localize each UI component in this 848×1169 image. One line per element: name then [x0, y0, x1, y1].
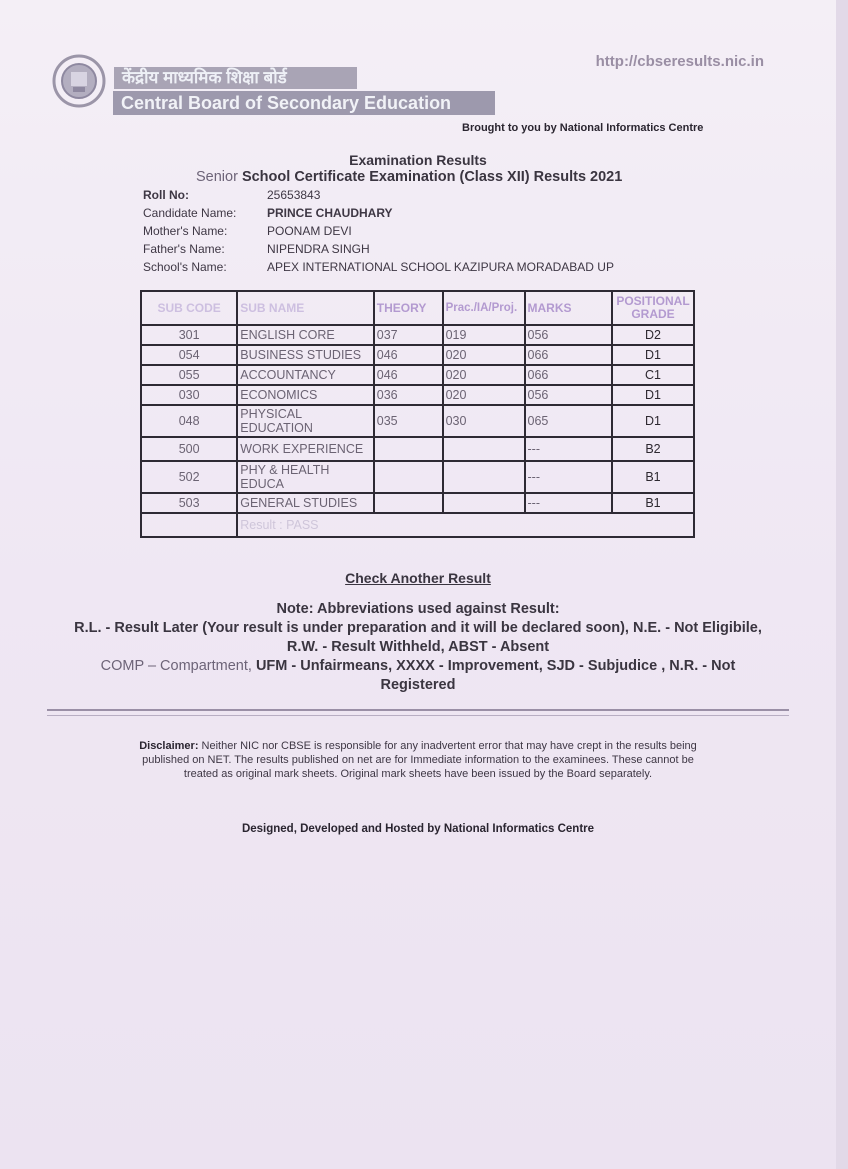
total-marks: 056 — [525, 325, 612, 345]
marks-table — [140, 290, 695, 538]
sub-name: ENGLISH CORE — [237, 325, 374, 345]
brought-by-text: Brought to you by National Informatics Centre — [462, 122, 704, 134]
page-edge — [836, 0, 848, 1169]
total-marks: 065 — [525, 405, 612, 437]
sub-name-line2: EDUCA — [240, 477, 285, 491]
practical-marks — [443, 461, 525, 493]
cbse-emblem-icon — [52, 54, 106, 108]
positional-grade: D1 — [612, 385, 694, 405]
sub-name: GENERAL STUDIES — [237, 493, 374, 513]
sub-code: 054 — [141, 345, 237, 365]
mother-name-value: POONAM DEVI — [267, 224, 352, 238]
header-grade-line1: POSITIONAL — [616, 294, 690, 308]
sub-code: 503 — [141, 493, 237, 513]
table-row — [141, 325, 694, 345]
sub-code: 500 — [141, 437, 237, 461]
abbreviations-note — [0, 600, 836, 695]
theory-marks: 036 — [374, 385, 443, 405]
theory-marks: 035 — [374, 405, 443, 437]
practical-marks — [443, 493, 525, 513]
header-theory: THEORY — [374, 291, 443, 325]
sub-code: 048 — [141, 405, 237, 437]
theory-marks — [374, 437, 443, 461]
note-line3 — [0, 657, 836, 676]
divider — [47, 709, 789, 711]
table-row — [141, 405, 694, 437]
candidate-info — [143, 188, 614, 278]
practical-marks: 020 — [443, 365, 525, 385]
check-another-result-link[interactable]: Check Another Result — [345, 570, 491, 586]
exam-title-rest: School Certificate Examination (Class XII) Results 2021 — [237, 169, 623, 185]
table-row — [141, 461, 694, 493]
sub-name: ECONOMICS — [237, 385, 374, 405]
positional-grade: D1 — [612, 345, 694, 365]
site-url[interactable]: http://cbseresults.nic.in — [595, 53, 764, 70]
header-grade-line2: GRADE — [631, 307, 675, 321]
theory-marks: 046 — [374, 345, 443, 365]
sub-name-line1: PHY & HEALTH — [240, 463, 330, 477]
school-name-label: School's Name: — [143, 260, 227, 274]
positional-grade: C1 — [612, 365, 694, 385]
header-grade — [612, 291, 694, 325]
sub-code: 055 — [141, 365, 237, 385]
exam-title — [196, 169, 622, 185]
header-marks: MARKS — [525, 291, 612, 325]
school-name-value: APEX INTERNATIONAL SCHOOL KAZIPURA MORADABAD UP — [267, 260, 614, 274]
note-line2: R.W. - Result Withheld, ABST - Absent — [286, 639, 550, 655]
total-marks: --- — [525, 437, 612, 461]
footer-credit: Designed, Developed and Hosted by National Informatics Centre — [241, 823, 595, 835]
table-row — [141, 365, 694, 385]
total-marks: 066 — [525, 345, 612, 365]
candidate-name-label: Candidate Name: — [143, 206, 237, 220]
theory-marks — [374, 461, 443, 493]
father-name-label: Father's Name: — [143, 242, 225, 256]
positional-grade: B2 — [612, 437, 694, 461]
theory-marks — [374, 493, 443, 513]
total-marks: --- — [525, 461, 612, 493]
total-marks: 066 — [525, 365, 612, 385]
table-row — [141, 437, 694, 461]
practical-marks — [443, 437, 525, 461]
sub-name: BUSINESS STUDIES — [237, 345, 374, 365]
mother-name-label: Mother's Name: — [143, 224, 228, 238]
practical-marks: 019 — [443, 325, 525, 345]
result-status: Result : PASS — [237, 513, 694, 537]
positional-grade: B1 — [612, 461, 694, 493]
board-name-english: Central Board of Secondary Education — [113, 91, 495, 115]
practical-marks: 020 — [443, 345, 525, 365]
header-sub-code: SUB CODE — [141, 291, 237, 325]
note-heading: Note: Abbreviations used against Result: — [276, 601, 560, 617]
positional-grade: D1 — [612, 405, 694, 437]
note-line4: Registered — [380, 677, 456, 693]
divider — [47, 715, 789, 716]
note-line3-a: COMP – Compartment, — [100, 658, 256, 674]
disclaimer-label: Disclaimer: — [139, 740, 199, 752]
total-marks: --- — [525, 493, 612, 513]
disclaimer — [138, 739, 698, 781]
sub-name — [237, 461, 374, 493]
sub-code: 301 — [141, 325, 237, 345]
note-line1: R.L. - Result Later (Your result is under preparation and it will be declared soon), N.E. - Not Eligibile, — [74, 620, 762, 636]
disclaimer-text: Neither NIC nor CBSE is responsible for any inadvertent error that may have crept in the results being published on NET. The results published on net are for Immediate information to the examinees. These cannot be treated as original mark sheets. Original mark sheets have been issued by the Board separately. — [142, 740, 697, 780]
board-name-hindi: केंद्रीय माध्यमिक शिक्षा बोर्ड — [114, 67, 357, 89]
table-header-row — [141, 291, 694, 325]
theory-marks: 046 — [374, 365, 443, 385]
practical-marks: 020 — [443, 385, 525, 405]
positional-grade: B1 — [612, 493, 694, 513]
father-name-value: NIPENDRA SINGH — [267, 242, 370, 256]
result-empty-cell — [141, 513, 237, 537]
theory-marks: 037 — [374, 325, 443, 345]
table-row — [141, 345, 694, 365]
table-row — [141, 493, 694, 513]
sub-code: 502 — [141, 461, 237, 493]
total-marks: 056 — [525, 385, 612, 405]
sub-name-line2: EDUCATION — [240, 421, 313, 435]
roll-label: Roll No: — [143, 188, 189, 202]
header-sub-name: SUB NAME — [237, 291, 374, 325]
sub-name: ACCOUNTANCY — [237, 365, 374, 385]
exam-title-prefix: Senior — [196, 169, 238, 185]
sub-code: 030 — [141, 385, 237, 405]
sub-name-line1: PHYSICAL — [240, 407, 303, 421]
header-practical: Prac./IA/Proj. — [443, 291, 525, 325]
practical-marks: 030 — [443, 405, 525, 437]
roll-value: 25653843 — [267, 188, 321, 202]
result-row — [141, 513, 694, 537]
sub-name — [237, 405, 374, 437]
candidate-name-value: PRINCE CHAUDHARY — [267, 206, 393, 220]
page-title: Examination Results — [349, 152, 487, 168]
positional-grade: D2 — [612, 325, 694, 345]
table-row — [141, 385, 694, 405]
sub-name: WORK EXPERIENCE — [237, 437, 374, 461]
note-line3-b: UFM - Unfairmeans, XXXX - Improvement, SJD - Subjudice , N.R. - Not — [255, 658, 736, 674]
